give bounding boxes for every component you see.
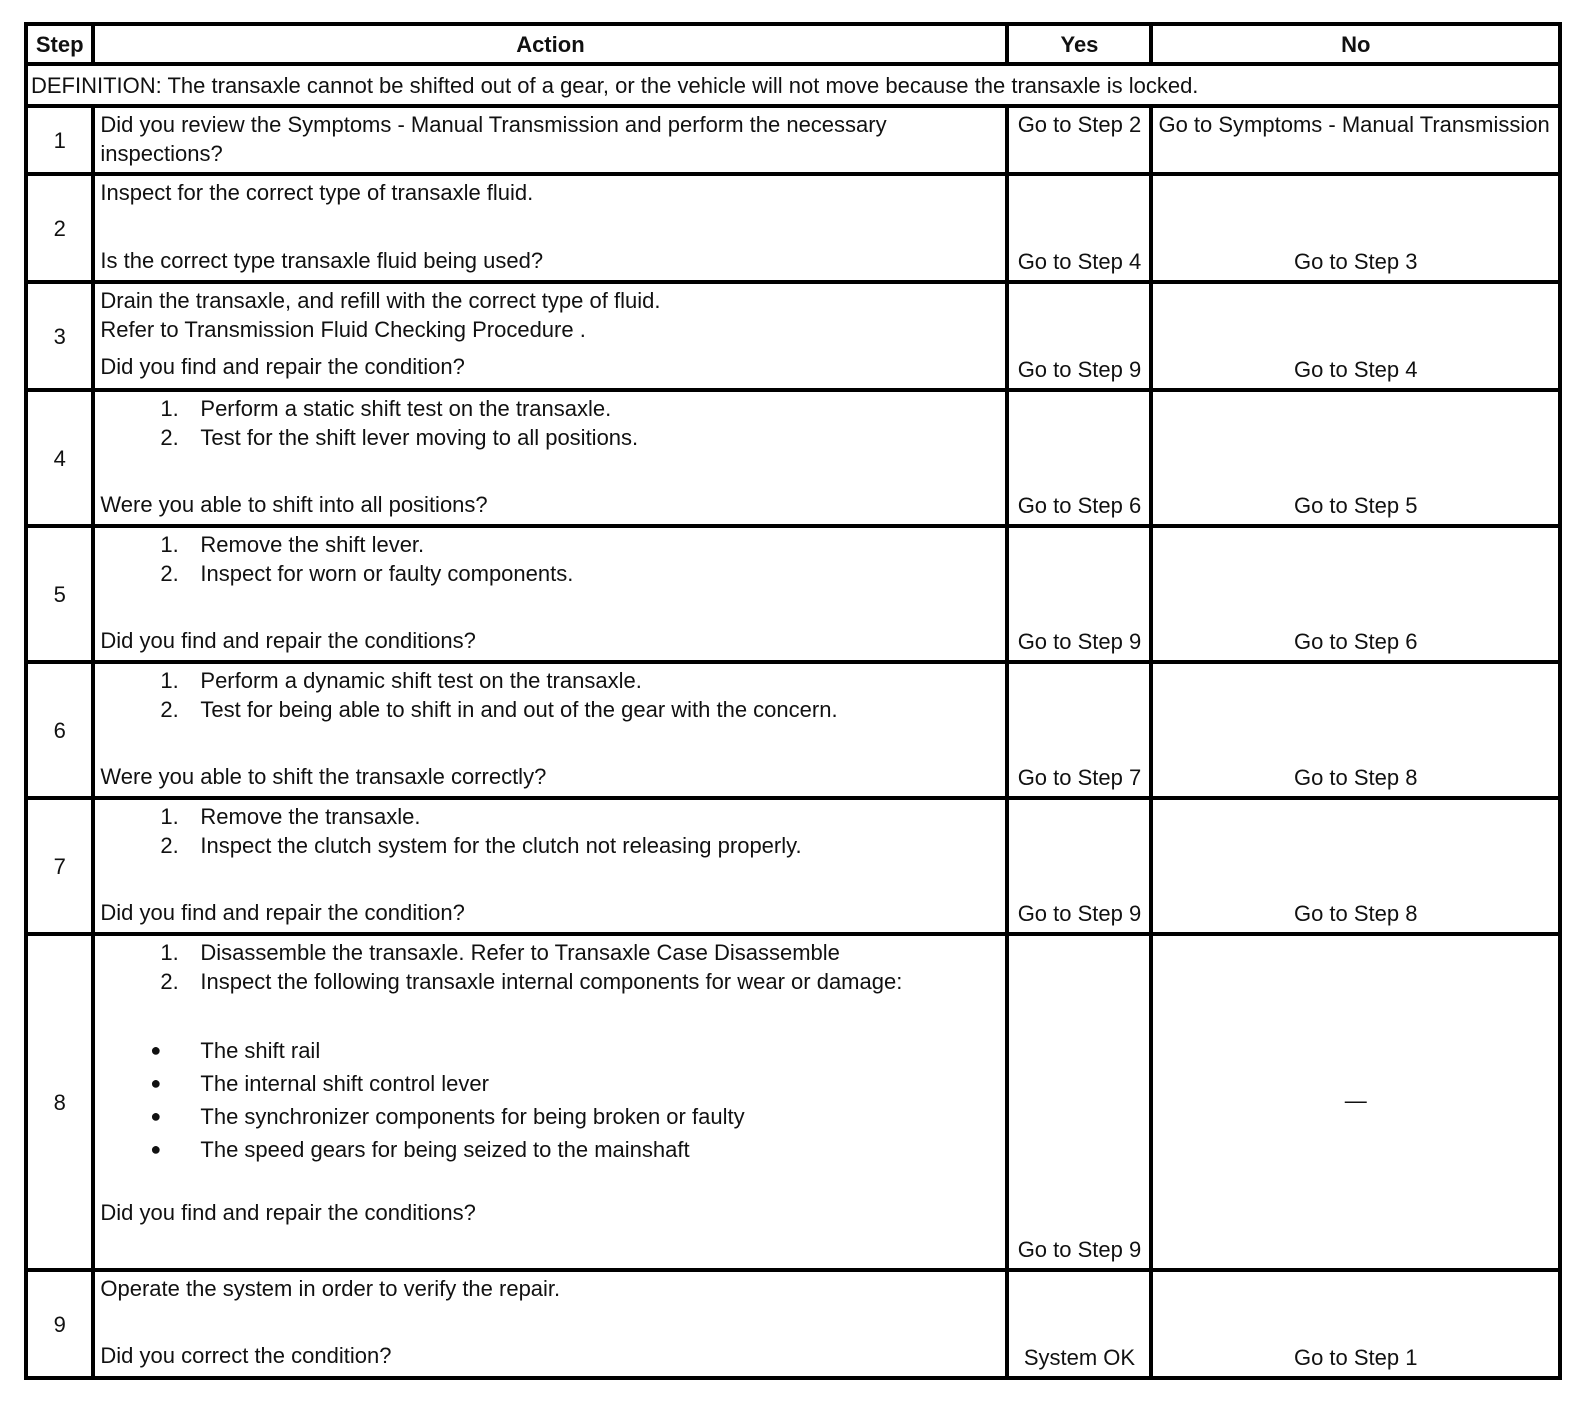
yes-cell: Go to Step 4 — [1007, 174, 1151, 282]
action-question: Did you find and repair the condition? — [100, 900, 465, 925]
bullet-icon: ● — [150, 1073, 162, 1093]
header-no: No — [1151, 24, 1560, 64]
yes-cell: Go to Step 2 — [1007, 106, 1151, 174]
action-cell — [93, 798, 1007, 934]
numbered-list — [100, 530, 1000, 588]
yes-cell: Go to Step 9 — [1007, 526, 1151, 662]
no-cell: Go to Step 5 — [1151, 390, 1560, 526]
no-cell: Go to Step 3 — [1151, 174, 1560, 282]
action-cell — [93, 934, 1007, 1270]
table-row — [26, 662, 1560, 798]
yes-cell: Go to Step 9 — [1007, 798, 1151, 934]
list-item: 1. Perform a dynamic shift test on the transaxle. — [160, 668, 642, 693]
table-row — [26, 934, 1560, 1270]
action-text: Drain the transaxle, and refill with the correct type of fluid. — [100, 288, 661, 313]
list-item: 1. Remove the transaxle. — [160, 804, 421, 829]
bullet-icon: ● — [150, 1040, 162, 1060]
yes-cell: Go to Step 6 — [1007, 390, 1151, 526]
definition-text: DEFINITION: The transaxle cannot be shifted out of a gear, or the vehicle will not move because the transaxle is locked. — [26, 64, 1560, 106]
action-question: Did you find and repair the conditions? — [100, 1200, 476, 1225]
action-cell — [93, 282, 1007, 390]
table-row — [26, 174, 1560, 282]
no-cell: Go to Step 8 — [1151, 798, 1560, 934]
diagnostic-table — [24, 22, 1562, 1380]
action-cell — [93, 390, 1007, 526]
action-text: Refer to Transmission Fluid Checking Procedure . — [100, 317, 586, 342]
action-question: Did you find and repair the condition? — [100, 354, 465, 379]
header-row — [26, 24, 1560, 64]
action-question: Is the correct type transaxle fluid being used? — [100, 248, 544, 273]
action-cell — [93, 1270, 1007, 1378]
action-question: Did you correct the condition? — [100, 1343, 392, 1368]
action-cell — [93, 174, 1007, 282]
list-item: ● The speed gears for being seized to the mainshaft — [100, 1133, 1000, 1166]
no-cell: Go to Step 8 — [1151, 662, 1560, 798]
table-row — [26, 798, 1560, 934]
step-number: 7 — [26, 798, 93, 934]
step-number: 8 — [26, 934, 93, 1270]
list-item: 2. Inspect for worn or faulty components. — [160, 561, 574, 586]
no-cell: Go to Step 4 — [1151, 282, 1560, 390]
action-question: Did you find and repair the conditions? — [100, 628, 476, 653]
list-item: ● The shift rail — [100, 1034, 1000, 1067]
list-item: 1. Disassemble the transaxle. Refer to Transaxle Case Disassemble — [160, 940, 840, 965]
definition-row — [26, 64, 1560, 106]
no-cell: — — [1151, 934, 1560, 1270]
table-row — [26, 106, 1560, 174]
step-number: 9 — [26, 1270, 93, 1378]
step-number: 5 — [26, 526, 93, 662]
step-number: 3 — [26, 282, 93, 390]
action-cell — [93, 106, 1007, 174]
header-yes: Yes — [1007, 24, 1151, 64]
list-item: 2. Test for being able to shift in and out of the gear with the concern. — [160, 697, 838, 722]
bullet-list — [100, 1034, 1000, 1166]
yes-cell: Go to Step 9 — [1007, 934, 1151, 1270]
header-action: Action — [93, 24, 1007, 64]
list-item: ● The internal shift control lever — [100, 1067, 1000, 1100]
action-cell — [93, 526, 1007, 662]
bullet-icon: ● — [150, 1106, 162, 1126]
yes-cell: Go to Step 9 — [1007, 282, 1151, 390]
list-item: 1. Perform a static shift test on the transaxle. — [160, 396, 612, 421]
list-item: 1. Remove the shift lever. — [160, 532, 425, 557]
action-text: Did you review the Symptoms - Manual Transmission and perform the necessary inspections? — [100, 112, 887, 166]
list-item: ● The synchronizer components for being broken or faulty — [100, 1100, 1000, 1133]
no-cell: Go to Step 1 — [1151, 1270, 1560, 1378]
numbered-list — [100, 938, 1000, 996]
bullet-icon: ● — [150, 1139, 162, 1159]
numbered-list — [100, 394, 1000, 452]
no-cell: Go to Symptoms - Manual Transmission — [1151, 106, 1560, 174]
action-question: Were you able to shift the transaxle correctly? — [100, 764, 547, 789]
table-row — [26, 282, 1560, 390]
table-row — [26, 526, 1560, 662]
step-number: 2 — [26, 174, 93, 282]
yes-cell: System OK — [1007, 1270, 1151, 1378]
step-number: 1 — [26, 106, 93, 174]
no-cell: Go to Step 6 — [1151, 526, 1560, 662]
action-cell — [93, 662, 1007, 798]
list-item: 2. Inspect the following transaxle internal components for wear or damage: — [160, 969, 903, 994]
step-number: 6 — [26, 662, 93, 798]
table-row — [26, 390, 1560, 526]
numbered-list — [100, 802, 1000, 860]
list-item: 2. Inspect the clutch system for the clutch not releasing properly. — [160, 833, 802, 858]
list-item: 2. Test for the shift lever moving to all positions. — [160, 425, 639, 450]
step-number: 4 — [26, 390, 93, 526]
numbered-list — [100, 666, 1000, 724]
action-text: Inspect for the correct type of transaxle fluid. — [100, 180, 534, 205]
action-text: Operate the system in order to verify the repair. — [100, 1276, 561, 1301]
action-question: Were you able to shift into all positions? — [100, 492, 488, 517]
table-row — [26, 1270, 1560, 1378]
header-step: Step — [26, 24, 93, 64]
yes-cell: Go to Step 7 — [1007, 662, 1151, 798]
